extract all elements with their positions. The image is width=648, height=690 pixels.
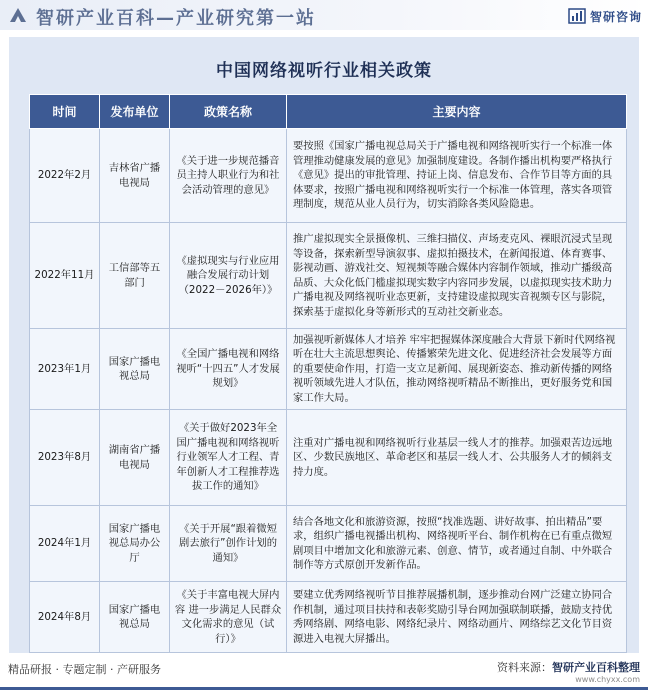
footer-url[interactable]: www.chyxx.com bbox=[575, 675, 640, 684]
site-logo-icon bbox=[8, 6, 28, 24]
cell-time: 2023年1月 bbox=[30, 329, 100, 410]
cell-unit: 国家广播电视总局办公厅 bbox=[100, 506, 170, 582]
cell-content: 结合各地文化和旅游资源，按照“找准选题、讲好故事、拍出精品”要求，组织广播电视播出机构、网络视听平台、制作机构在已有重点微短剧项目中增加文化和旅游元素、创意、情节，或者通过自制、中外联合制作等方式原创开发新作品。 bbox=[287, 506, 627, 582]
cell-unit: 吉林省广播电视局 bbox=[100, 129, 170, 223]
column-header-time: 时间 bbox=[30, 95, 100, 129]
cell-content: 注重对广播电视和网络视听行业基层一线人才的推荐。加强艰苦边远地区、少数民族地区、革命老区和基层一线人才、公共服务人才的倾斜支持力度。 bbox=[287, 410, 627, 506]
cell-time: 2022年11月 bbox=[30, 223, 100, 329]
table-row bbox=[30, 223, 627, 329]
cell-content: 要建立优秀网络视听节目推荐展播机制，逐步推动台网广泛建立协同合作机制，通过项目扶持和表彰奖励引导台网加强联制联播，鼓励支持优秀网络剧、网络电影、网络纪录片、网络动画片、网络综艺文化节目资源进入电视大屏播出。 bbox=[287, 582, 627, 653]
cell-policy-name: 《关于丰富电视大屏内容 进一步满足人民群众文化需求的意见（试行）》 bbox=[170, 582, 287, 653]
column-header-content: 主要内容 bbox=[287, 95, 627, 129]
policy-table bbox=[29, 94, 627, 653]
cell-unit: 国家广播电视总局 bbox=[100, 329, 170, 410]
table-row bbox=[30, 129, 627, 223]
brand-name: 智研咨询 bbox=[589, 9, 642, 24]
cell-content: 要按照《国家广播电视总局关于广播电视和网络视听实行一个标准一体管理推动健康发展的意见》加强制度建设。各制作播出机构要严格执行《意见》提出的审批管理、持证上岗、信息发布、合作节目等方面的具体要求，按照广播电视和网络视听实行一个标准一体管理，落实各项管理制度，规范从业人员行为，切实消除各类风险隐患。 bbox=[287, 129, 627, 223]
cell-policy-name: 《关于做好2023年全国广播电视和网络视听行业领军人才工程、青年创新人才工程推荐选拔工作的通知》 bbox=[170, 410, 287, 506]
cell-policy-name: 《虚拟现实与行业应用融合发展行动计划（2022－2026年）》 bbox=[170, 223, 287, 329]
footer-slogan: 精品研报 · 专题定制 · 产研服务 bbox=[8, 663, 161, 676]
cell-unit: 湖南省广播电视局 bbox=[100, 410, 170, 506]
table-row bbox=[30, 410, 627, 506]
brand[interactable] bbox=[568, 7, 642, 25]
site-title: 智研产业百科—产业研究第一站 bbox=[36, 8, 316, 29]
document-title: 中国网络视听行业相关政策 bbox=[216, 61, 432, 81]
source-name: 智研产业百科整理 bbox=[552, 661, 640, 674]
table-row bbox=[30, 582, 627, 653]
cell-time: 2024年1月 bbox=[30, 506, 100, 582]
column-header-name: 政策名称 bbox=[170, 95, 287, 129]
source-prefix: 资料来源： bbox=[497, 661, 552, 674]
footer-source bbox=[497, 659, 640, 675]
cell-content: 加强视听新媒体人才培养 牢牢把握媒体深度融合大背景下新时代网络视听在壮大主流思想舆论、传播繁荣先进文化、促进经济社会发展等方面的重要使命作用，打造一支立足新闻、展现新姿态、推动新传播的网络视听领域先进人才队伍，推动网络视听精品不断推出，更好服务党和国家工作大局。 bbox=[287, 329, 627, 410]
cell-time: 2022年2月 bbox=[30, 129, 100, 223]
cell-policy-name: 《关于开展“跟着微短剧去旅行”创作计划的通知》 bbox=[170, 506, 287, 582]
cell-policy-name: 《全国广播电视和网络视听“十四五”人才发展规划》 bbox=[170, 329, 287, 410]
cell-content: 推广虚拟现实全景摄像机、三维扫描仪、声场麦克风、裸眼沉浸式呈现等设备，探索新型导演叙事、虚拟拍摄技术，在新闻报道、体育赛事、影视动画、游戏社交、短视频等融合媒体内容制作领域，推动广播级高品质、大众化低门槛虚拟现实数字内容同步发展，以虚拟现实技术助力广播电视及网络视听业态更新，支持建设虚拟现实音视频专区与影院，探索基于虚拟化身等新形式的互动社交新业态。 bbox=[287, 223, 627, 329]
cell-time: 2024年8月 bbox=[30, 582, 100, 653]
top-banner bbox=[0, 0, 648, 30]
cell-policy-name: 《关于进一步规范播音员主持人职业行为和社会活动管理的意见》 bbox=[170, 129, 287, 223]
table-row bbox=[30, 329, 627, 410]
brand-logo-icon bbox=[568, 8, 586, 24]
cell-unit: 工信部等五部门 bbox=[100, 223, 170, 329]
cell-unit: 国家广播电视总局 bbox=[100, 582, 170, 653]
table-row bbox=[30, 506, 627, 582]
cell-time: 2023年8月 bbox=[30, 410, 100, 506]
footer bbox=[0, 656, 648, 690]
table-header-row bbox=[30, 95, 627, 129]
column-header-unit: 发布单位 bbox=[100, 95, 170, 129]
